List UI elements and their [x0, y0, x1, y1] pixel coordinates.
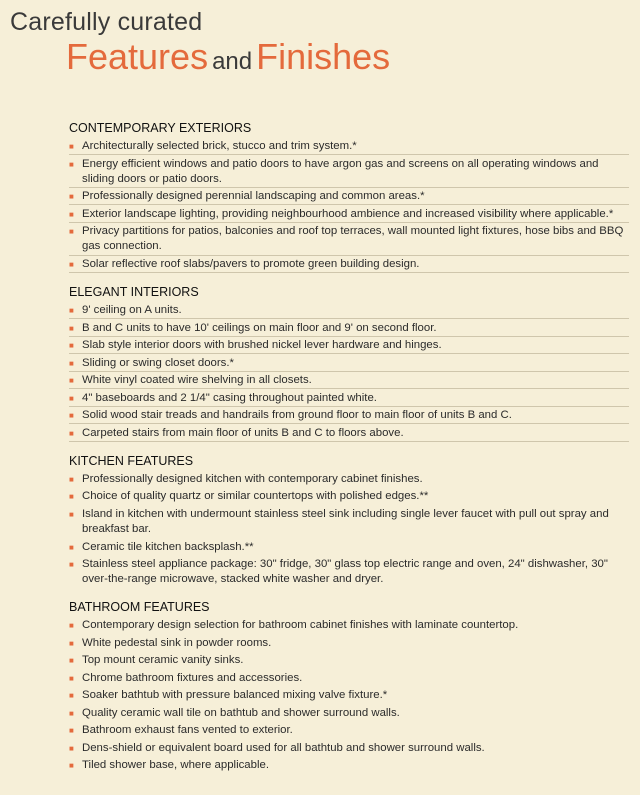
bullet-icon: ■ — [69, 560, 74, 570]
section-heading: ELEGANT INTERIORS — [69, 285, 199, 300]
bullet-icon: ■ — [69, 726, 74, 736]
bullet-icon: ■ — [69, 259, 74, 269]
bullet-icon: ■ — [69, 209, 74, 219]
section-kitchen-features — [69, 453, 629, 589]
list-item-text: 4" baseboards and 2 1/4" casing throughout painted white. — [82, 391, 377, 404]
list-item-text: Quality ceramic wall tile on bathtub and shower surround walls. — [82, 706, 400, 719]
list-item-text: Top mount ceramic vanity sinks. — [82, 654, 244, 667]
list-item-text: Chrome bathroom fixtures and accessories. — [82, 671, 303, 684]
list-item — [69, 157, 629, 188]
list-item — [69, 618, 629, 634]
bullet-icon: ■ — [69, 393, 74, 403]
list-item — [69, 391, 629, 407]
bullet-icon: ■ — [69, 621, 74, 631]
title-features: Features — [66, 36, 209, 77]
list-item — [69, 257, 629, 273]
list-item-text: Architecturally selected brick, stucco and trim system.* — [82, 140, 357, 152]
bullet-icon: ■ — [69, 761, 74, 771]
list-item — [69, 636, 629, 652]
list-item — [69, 408, 629, 424]
list-item-text: Professionally designed perennial landscaping and common areas.* — [82, 190, 425, 203]
bullet-icon: ■ — [69, 673, 74, 683]
list-item — [69, 303, 629, 319]
bullet-icon: ■ — [69, 474, 74, 484]
list-item-text: Stainless steel appliance package: 30" fridge, 30" glass top electric range and oven, 24" dishwasher, 30" over-the-range microwave, stacked white washer and dryer. — [82, 558, 608, 586]
list-item — [69, 653, 629, 669]
bullet-icon: ■ — [69, 656, 74, 666]
list-item — [69, 373, 629, 389]
list-item — [69, 540, 629, 556]
section-heading: BATHROOM FEATURES — [69, 600, 210, 615]
list-item-text: Contemporary design selection for bathroom cabinet finishes with laminate countertop. — [82, 619, 519, 632]
list-item-text: Energy efficient windows and patio doors to have argon gas and screens on all operating windows and sliding doors or patio doors. — [82, 157, 599, 185]
bullet-icon: ■ — [69, 227, 74, 237]
feature-list — [69, 618, 629, 774]
bullet-icon: ■ — [69, 509, 74, 519]
list-item-text: Dens-shield or equivalent board used for all bathtub and shower surround walls. — [82, 741, 485, 754]
bullet-icon: ■ — [69, 159, 74, 169]
list-item — [69, 489, 629, 505]
feature-list — [69, 139, 629, 273]
features-content — [69, 120, 629, 786]
bullet-icon: ■ — [69, 192, 74, 202]
list-item — [69, 507, 629, 538]
bullet-icon: ■ — [69, 142, 74, 151]
section-bathroom-features — [69, 599, 629, 774]
list-item — [69, 356, 629, 372]
page-subtitle: Carefully curated — [10, 8, 203, 36]
list-item — [69, 758, 629, 774]
list-item-text: Solid wood stair treads and handrails from ground floor to main floor of units B and C. — [82, 409, 512, 422]
section-heading: KITCHEN FEATURES — [69, 453, 194, 468]
list-item — [69, 338, 629, 354]
bullet-icon: ■ — [69, 428, 74, 438]
list-item — [69, 189, 629, 205]
list-item-text: Solar reflective roof slabs/pavers to promote green building design. — [82, 257, 420, 270]
list-item — [69, 207, 629, 223]
list-item — [69, 139, 629, 155]
section-heading: CONTEMPORARY EXTERIORS — [69, 121, 252, 135]
list-item-text: Bathroom exhaust fans vented to exterior. — [82, 724, 293, 737]
bullet-icon: ■ — [69, 376, 74, 386]
page-title — [66, 36, 390, 78]
list-item-text: Tiled shower base, where applicable. — [82, 759, 269, 772]
bullet-icon: ■ — [69, 743, 74, 753]
list-item-text: Ceramic tile kitchen backsplash.** — [82, 540, 254, 553]
list-item-text: White vinyl coated wire shelving in all closets. — [82, 374, 312, 387]
list-item — [69, 224, 629, 255]
bullet-icon: ■ — [69, 306, 74, 316]
title-and: and — [212, 48, 253, 75]
list-item-text: Slab style interior doors with brushed nickel lever hardware and hinges. — [82, 339, 442, 352]
list-item-text: White pedestal sink in powder rooms. — [82, 636, 272, 649]
list-item — [69, 688, 629, 704]
list-item — [69, 321, 629, 337]
bullet-icon: ■ — [69, 411, 74, 421]
bullet-icon: ■ — [69, 341, 74, 351]
list-item-text: Professionally designed kitchen with contemporary cabinet finishes. — [82, 472, 423, 485]
list-item — [69, 723, 629, 739]
section-elegant-interiors — [69, 284, 629, 442]
bullet-icon: ■ — [69, 708, 74, 718]
list-item — [69, 741, 629, 757]
list-item — [69, 557, 629, 588]
list-item-text: Island in kitchen with undermount stainless steel sink including single lever faucet with pull out spray and breakfast bar. — [82, 507, 609, 536]
list-item — [69, 706, 629, 722]
list-item-text: Privacy partitions for patios, balconies and roof top terraces, wall mounted light fixtures, hose bibs and BBQ gas connection. — [82, 225, 624, 253]
list-item-text: Carpeted stairs from main floor of units B and C to floors above. — [82, 426, 404, 439]
list-item-text: Sliding or swing closet doors.* — [82, 356, 234, 369]
bullet-icon: ■ — [69, 542, 74, 552]
bullet-icon: ■ — [69, 323, 74, 333]
list-item-text: B and C units to have 10' ceilings on main floor and 9' on second floor. — [82, 321, 437, 334]
list-item-text: Exterior landscape lighting, providing neighbourhood ambience and increased visibility where applicable.* — [82, 207, 614, 220]
list-item-text: 9' ceiling on A units. — [82, 304, 182, 317]
title-finishes: Finishes — [256, 36, 391, 77]
bullet-icon: ■ — [69, 358, 74, 368]
list-item — [69, 426, 629, 442]
bullet-icon: ■ — [69, 492, 74, 502]
section-contemporary-exteriors — [69, 120, 629, 273]
list-item-text: Soaker bathtub with pressure balanced mixing valve fixture.* — [82, 689, 388, 702]
feature-list — [69, 472, 629, 589]
feature-list — [69, 303, 629, 442]
list-item — [69, 472, 629, 488]
list-item — [69, 671, 629, 687]
bullet-icon: ■ — [69, 691, 74, 701]
list-item-text: Choice of quality quartz or similar countertops with polished edges.** — [82, 490, 429, 503]
bullet-icon: ■ — [69, 638, 74, 648]
